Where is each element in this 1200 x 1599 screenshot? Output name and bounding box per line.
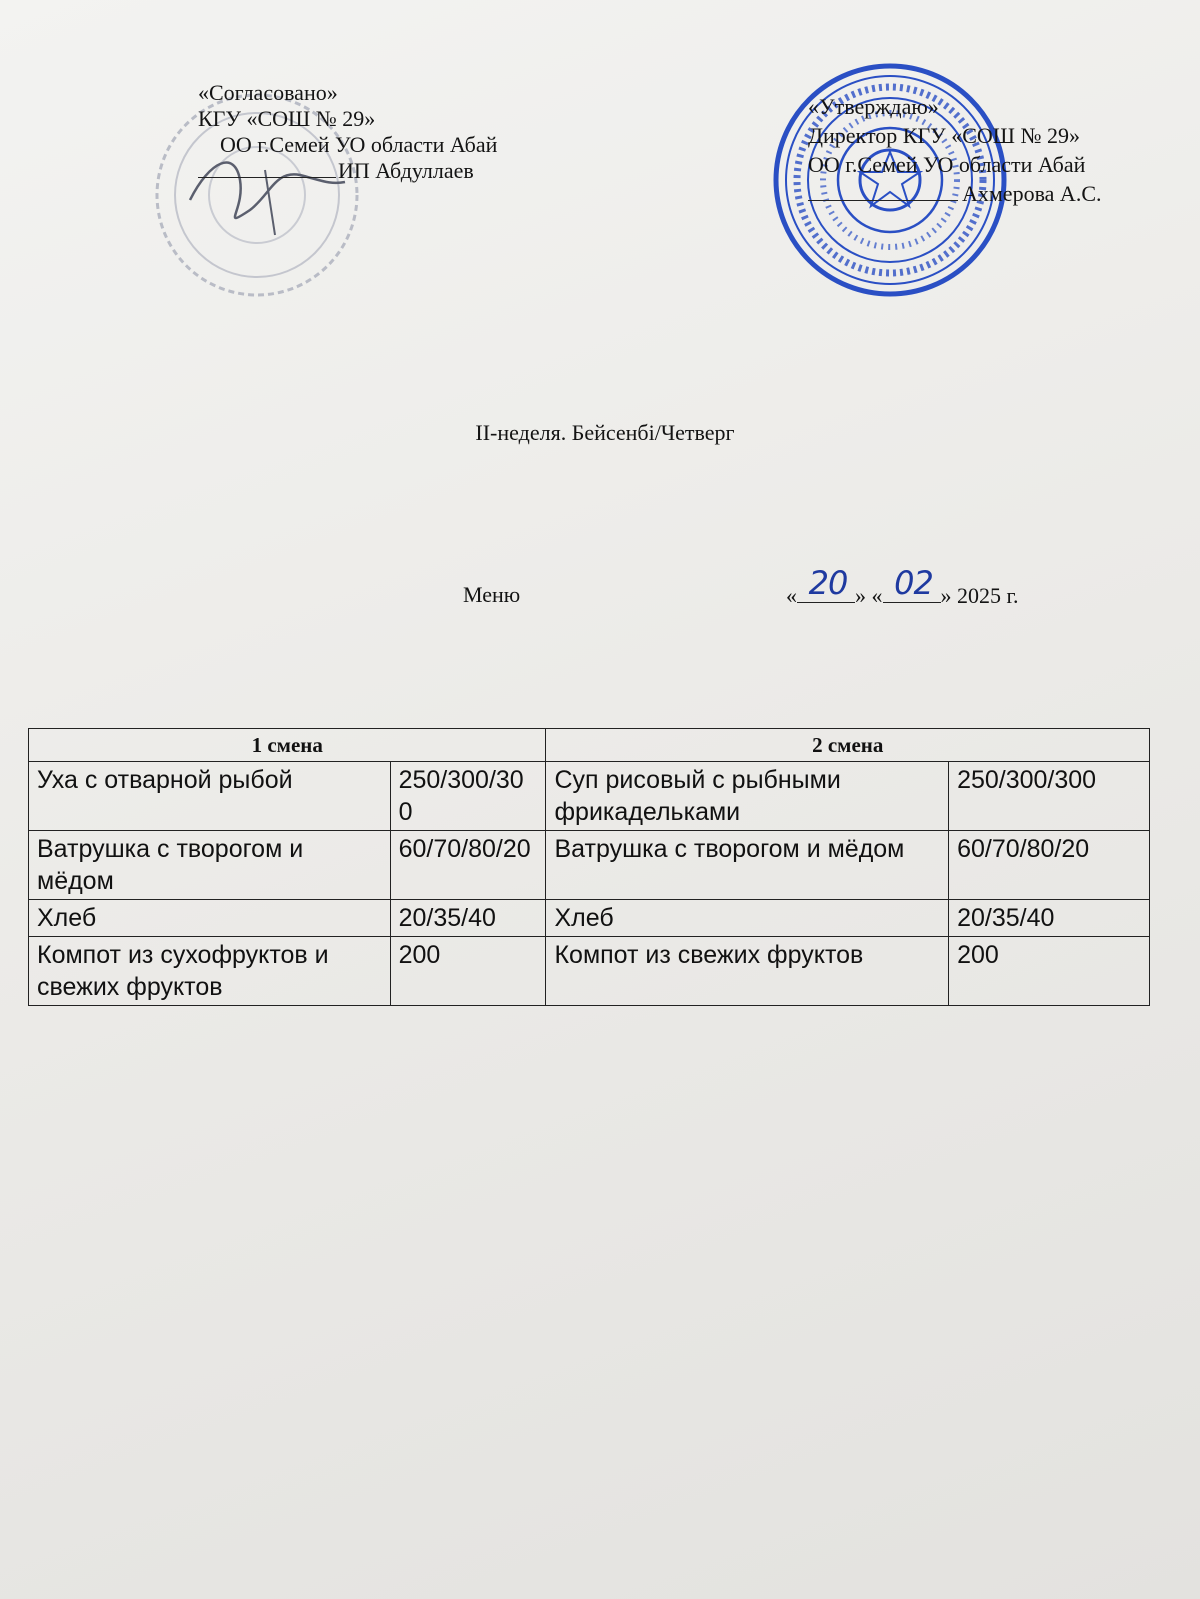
shift-1-portion: 250/300/300 xyxy=(390,762,546,831)
shift-2-portion: 60/70/80/20 xyxy=(949,831,1150,900)
approved-signature-row xyxy=(808,179,1168,208)
agreed-signature-row xyxy=(198,158,578,184)
shift-1-dish: Хлеб xyxy=(29,900,391,937)
table-header-row xyxy=(29,729,1150,762)
agreed-org: КГУ «СОШ № 29» xyxy=(198,106,376,131)
signature-line xyxy=(808,182,958,201)
shift-2-header: 2 смена xyxy=(546,729,1150,762)
shift-2-dish: Компот из свежих фруктов xyxy=(546,937,949,1006)
signature-line xyxy=(198,159,336,178)
week-title: II-неделя. Бейсенбі/Четверг xyxy=(475,420,735,445)
approval-block-agreed xyxy=(198,80,578,184)
agreed-heading: «Согласовано» xyxy=(198,80,338,105)
menu-label: Меню xyxy=(463,582,521,607)
shift-2-portion: 20/35/40 xyxy=(949,900,1150,937)
menu-table xyxy=(28,728,1150,1006)
date-day-handwritten: 20 xyxy=(808,564,848,602)
agreed-dept: ОО г.Семей УО области Абай xyxy=(220,132,498,157)
shift-2-dish: Суп рисовый с рыбными фрикадельками xyxy=(546,762,949,831)
shift-1-portion: 20/35/40 xyxy=(390,900,546,937)
shift-2-portion: 250/300/300 xyxy=(949,762,1150,831)
shift-1-dish: Ватрушка с творогом и мёдом xyxy=(29,831,391,900)
date-month-slot xyxy=(883,564,941,603)
shift-2-portion: 200 xyxy=(949,937,1150,1006)
agreed-signer: ИП Абдуллаев xyxy=(338,158,474,183)
date-year: » 2025 г. xyxy=(940,583,1019,608)
shift-1-dish: Компот из сухофруктов и свежих фруктов xyxy=(29,937,391,1006)
approved-dept: ОО г.Семей УО области Абай xyxy=(808,152,1086,177)
shift-1-dish: Уха с отварной рыбой xyxy=(29,762,391,831)
shift-2-dish: Ватрушка с творогом и мёдом xyxy=(546,831,949,900)
table-row xyxy=(29,762,1150,831)
table-row xyxy=(29,900,1150,937)
approved-signer: Ахмерова А.С. xyxy=(962,181,1102,206)
shift-1-portion: 200 xyxy=(390,937,546,1006)
date-quote-open: « xyxy=(786,583,797,608)
approved-position: Директор КГУ «СОШ № 29» xyxy=(808,123,1080,148)
menu-date xyxy=(786,564,1019,609)
date-quote-mid: » « xyxy=(855,583,883,608)
date-day-slot xyxy=(797,564,855,603)
date-month-handwritten: 02 xyxy=(894,564,933,602)
approved-heading: «Утверждаю» xyxy=(808,94,939,119)
shift-1-header: 1 смена xyxy=(29,729,546,762)
table-row xyxy=(29,937,1150,1006)
shift-2-dish: Хлеб xyxy=(546,900,949,937)
approval-block-approved xyxy=(808,92,1168,208)
shift-1-portion: 60/70/80/20 xyxy=(390,831,546,900)
table-row xyxy=(29,831,1150,900)
